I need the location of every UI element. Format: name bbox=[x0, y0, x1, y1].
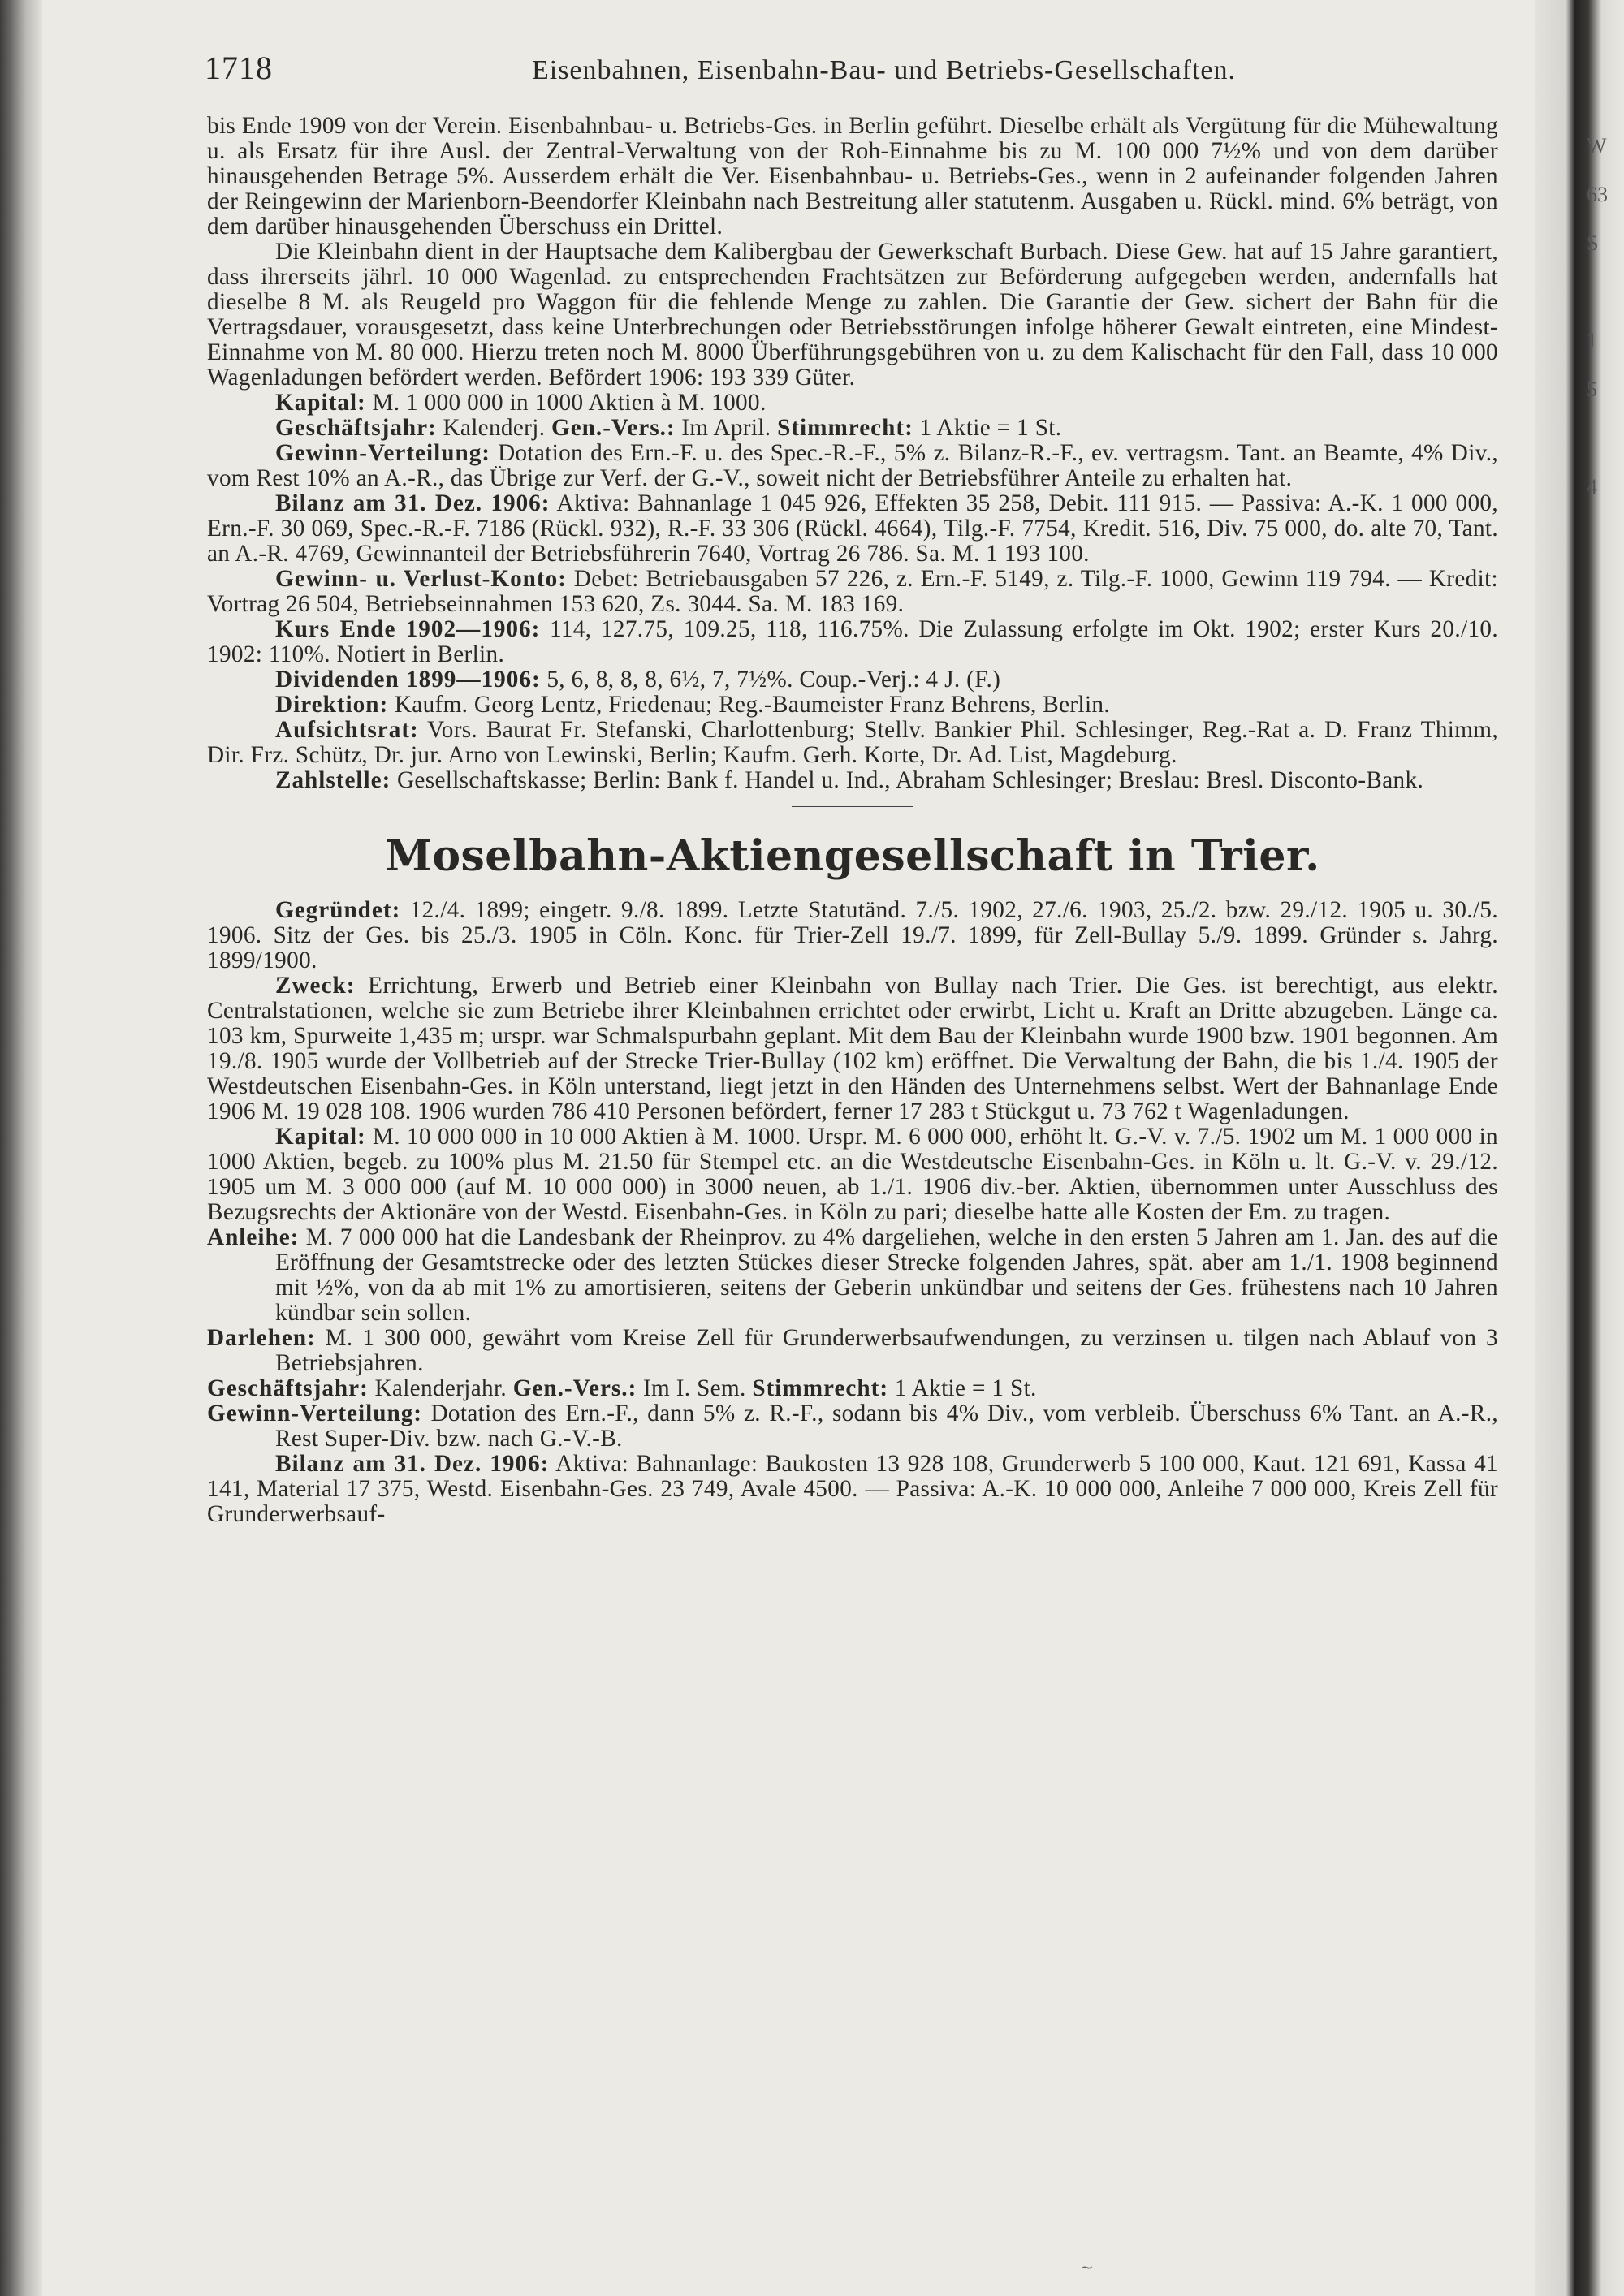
kapital-text: M. 1 000 000 in 1000 Aktien à M. 1000. bbox=[372, 390, 767, 416]
kapital-entry bbox=[207, 391, 1498, 416]
page-header bbox=[207, 49, 1498, 114]
geschaeftsjahr-label: Geschäftsjahr: bbox=[275, 415, 437, 441]
gewinn-verteilung-text: Dotation des Ern.-F. u. des Spec.-R.-F., 5% z. Bilanz-R.-F., ev. vertragsm. Tant. an Beamte, 4% Div., vom Rest 10% an A.-R., das Übrige zur Verf. der G.-V., soweit nicht der Betriebsführer Anteile zu erhalten hat. bbox=[207, 440, 1498, 491]
direktion-entry bbox=[207, 693, 1498, 718]
aufsichtsrat-entry bbox=[207, 718, 1498, 768]
page-number: 1718 bbox=[205, 50, 273, 86]
bleed-column-text: W 63 S 1 5 4 bbox=[1587, 134, 1608, 498]
geschaeftsjahr2-entry bbox=[207, 1376, 1498, 1401]
bilanz-label: Bilanz am 31. Dez. 1906: bbox=[275, 490, 551, 516]
anleihe-label: Anleihe: bbox=[207, 1224, 300, 1250]
gewinn-verteilung2-text: Dotation des Ern.-F., dann 5% z. R.-F., sodann bis 4% Div., vom verbleib. Überschuss 6% Tant. an A.-R., Rest Super-Div. bzw. nach G.-V.-B. bbox=[275, 1400, 1498, 1452]
stimmrecht-label: Stimmrecht: bbox=[777, 415, 914, 441]
anleihe-text: M. 7 000 000 hat die Landesbank der Rheinprov. zu 4% dargeliehen, welche in den ersten 5 Jahren am 1. Jan. des auf die Eröffnung der Gesamtstrecke oder des letzten Stückes dieser Strecke folgenden Jahres, spät. aber am 1./1. 1908 beginnend mit ½%, von da ab mit 1% zu amortisieren, seitens der Geberin unkündbar und seitens der Ges. frühestens nach 10 Jahren kündbar sein sollen. bbox=[275, 1224, 1498, 1326]
bilanz-entry bbox=[207, 491, 1498, 567]
dividenden-entry bbox=[207, 667, 1498, 693]
zahlstelle-entry bbox=[207, 768, 1498, 793]
darlehen-entry bbox=[207, 1326, 1498, 1376]
geschaeftsjahr2-text: Kalenderjahr. bbox=[374, 1375, 508, 1401]
bilanz2-text: Aktiva: Bahnanlage: Baukosten 13 928 108, Grunderwerb 5 100 000, Kaut. 121 691, Kassa 41 141, Material 17 375, Westd. Eisenbahn-Ges. 23 749, Avale 4500. — Passiva: A.-K. 10 000 000, Anleihe 7 000 000, Kreis Zell für Grunderwerbsauf- bbox=[207, 1451, 1498, 1527]
zweck-label: Zweck: bbox=[275, 973, 356, 999]
kurs-entry bbox=[207, 617, 1498, 667]
aufsichtsrat-text: Vors. Baurat Fr. Stefanski, Charlottenburg; Stellv. Bankier Phil. Schlesinger, Reg.-Rat a. D. Franz Thimm, Dir. Frz. Schütz, Dr. jur. Arno von Lewinski, Berlin; Kaufm. Gerh. Korte, Dr. Ad. List, Magdeburg. bbox=[207, 717, 1498, 768]
direktion-text: Kaufm. Georg Lentz, Friedenau; Reg.-Baumeister Franz Behrens, Berlin. bbox=[394, 692, 1110, 718]
kurs-label: Kurs Ende 1902—1906: bbox=[275, 616, 541, 642]
kapital2-label: Kapital: bbox=[275, 1124, 366, 1150]
section-moselbahn bbox=[207, 898, 1498, 1527]
gewinn-verteilung2-label: Gewinn-Verteilung: bbox=[207, 1400, 423, 1426]
kleinbahn-paragraph: Die Kleinbahn dient in der Hauptsache dem Kalibergbau der Gewerkschaft Burbach. Diese Gew. hat auf 15 Jahre garantiert, dass ihrerseits jährl. 10 000 Wagenlad. zu entsprechenden Frachtsätzen zur Beförderung aufgegeben werden, andernfalls hat dieselbe 8 M. als Reugeld pro Waggon für die fehlende Menge zu zahlen. Die Garantie der Gew. sichert der Bahn für die Vertragsdauer, vorausgesetzt, dass keine Unterbrechungen oder Betriebsstörungen infolge höherer Gewalt eintreten, eine Mindest-Einnahme von M. 80 000. Hierzu treten noch M. 8000 Überführungsgebühren von u. zu dem Kalischacht für den Fall, dass 10 000 Wagenladungen befördert werden. Befördert 1906: 193 339 Güter. bbox=[207, 239, 1498, 391]
stimmrecht2-text: 1 Aktie = 1 St. bbox=[894, 1375, 1037, 1401]
zweck-entry bbox=[207, 973, 1498, 1124]
gegruendet-label: Gegründet: bbox=[275, 897, 401, 923]
gewinn-verteilung-label: Gewinn-Verteilung: bbox=[275, 440, 491, 466]
section-divider bbox=[792, 806, 914, 807]
section-title: Moselbahn-Aktiengesellschaft in Trier. bbox=[385, 831, 1320, 881]
guv-text: Debet: Betriebausgaben 57 226, z. Ern.-F. 5149, z. Tilg.-F. 1000, Gewinn 119 794. — Kredit: Vortrag 26 504, Betriebseinnahmen 153 620, Zs. 3044. Sa. M. 183 169. bbox=[207, 566, 1499, 617]
running-title: Eisenbahnen, Eisenbahn-Bau- und Betriebs-Gesellschaften. bbox=[531, 55, 1237, 85]
kurs-text: 114, 127.75, 109.25, 118, 116.75%. Die Zulassung erfolgte im Okt. 1902; erster Kurs 20./10. 1902: 110%. Notiert in Berlin. bbox=[207, 616, 1499, 667]
gegruendet-text: 12./4. 1899; eingetr. 9./8. 1899. Letzte Statutänd. 7./5. 1902, 27./6. 1903, 25./2. bzw. 29./12. 1905 u. 30./5. 1906. Sitz der Ges. bis 25./3. 1905 in Cöln. Konc. für Trier-Zell 19./7. 1899, für Zell-Bullay 5./9. 1899. Gründer s. Jahrg. 1899/1900. bbox=[207, 897, 1498, 973]
gewinn-verteilung-entry bbox=[207, 441, 1498, 491]
gen-vers2-label: Gen.-Vers.: bbox=[512, 1375, 637, 1401]
geschaeftsjahr-text: Kalenderj. bbox=[443, 415, 546, 441]
gen-vers2-text: Im I. Sem. bbox=[642, 1375, 746, 1401]
guv-entry bbox=[207, 567, 1498, 617]
darlehen-text: M. 1 300 000, gewährt vom Kreise Zell für Grunderwerbsaufwendungen, zu verzinsen u. tilgen nach Ablauf von 3 Betriebsjahren. bbox=[275, 1325, 1498, 1376]
section-marienborn bbox=[207, 114, 1498, 793]
stimmrecht-text: 1 Aktie = 1 St. bbox=[919, 415, 1062, 441]
footer-mark: ~ bbox=[1080, 2257, 1094, 2277]
geschaeftsjahr-entry bbox=[207, 416, 1498, 441]
zahlstelle-text: Gesellschaftskasse; Berlin: Bank f. Handel u. Ind., Abraham Schlesinger; Breslau: Bresl. Disconto-Bank. bbox=[397, 767, 1424, 793]
scan-left-margin bbox=[0, 0, 42, 2296]
gegruendet-entry bbox=[207, 898, 1498, 973]
zahlstelle-label: Zahlstelle: bbox=[275, 767, 391, 793]
bilanz2-label: Bilanz am 31. Dez. 1906: bbox=[275, 1451, 550, 1477]
anleihe-entry bbox=[207, 1225, 1498, 1326]
dividenden-text: 5, 6, 8, 8, 8, 6½, 7, 7½%. Coup.-Verj.: 4 J. (F.) bbox=[546, 667, 1001, 693]
kapital-label: Kapital: bbox=[275, 390, 366, 416]
aufsichtsrat-label: Aufsichtsrat: bbox=[275, 717, 419, 743]
direktion-label: Direktion: bbox=[275, 692, 389, 718]
gen-vers-label: Gen.-Vers.: bbox=[551, 415, 676, 441]
dividenden-label: Dividenden 1899—1906: bbox=[275, 667, 541, 693]
bilanz-text: Aktiva: Bahnanlage 1 045 926, Effekten 35 258, Debit. 111 915. — Passiva: A.-K. 1 000 000, Ern.-F. 30 069, Spec.-R.-F. 7186 (Rückl. 932), R.-F. 33 306 (Rückl. 4664), Tilg.-F. 7754, Kredit. 516, Div. 75 000, do. alte 70, Tant. an A.-R. 4769, Gewinnanteil der Betriebsführerin 7640, Vortrag 26 786. Sa. M. 1 193 100. bbox=[207, 490, 1498, 567]
geschaeftsjahr2-label: Geschäftsjahr: bbox=[207, 1375, 369, 1401]
kapital2-entry bbox=[207, 1124, 1498, 1225]
stimmrecht2-label: Stimmrecht: bbox=[752, 1375, 889, 1401]
darlehen-label: Darlehen: bbox=[207, 1325, 316, 1351]
bilanz2-entry bbox=[207, 1452, 1498, 1527]
kapital2-text: M. 10 000 000 in 10 000 Aktien à M. 1000. Urspr. M. 6 000 000, erhöht lt. G.-V. v. 7./5. 1902 um M. 1 000 000 in 1000 Aktien, begeb. zu 100% plus M. 21.50 für Stempel etc. an die Westdeutsche Eisenbahn-Ges. in Köln u. lt. G.-V. v. 29./12. 1905 um M. 3 000 000 (auf M. 10 000 000) in 3000 neuen, ab 1./1. 1906 div.-ber. Aktien, übernommen unter Ausschluss des Bezugsrechts der Aktionäre von der Westd. Eisenbahn-Ges. in Köln zu pari; dieselbe hatte alle Kosten der Em. zu tragen. bbox=[207, 1124, 1498, 1225]
gewinn-verteilung2-entry bbox=[207, 1401, 1498, 1452]
guv-label: Gewinn- u. Verlust-Konto: bbox=[275, 566, 567, 592]
page bbox=[207, 49, 1498, 1527]
intro-paragraph: bis Ende 1909 von der Verein. Eisenbahnbau- u. Betriebs-Ges. in Berlin geführt. Dieselbe erhält als Vergütung für die Mühewaltung u. als Ersatz für ihre Ausl. der Zentral-Verwaltung von der Roh-Einnahme bis zu M. 100 000 7½% und von dem darüber hinausgehenden Betrage 5%. Ausserdem erhält die Ver. Eisenbahnbau- u. Betriebs-Ges., wenn in 2 aufeinander folgenden Jahren der Reingewinn der Marienborn-Beendorfer Kleinbahn nach Bestreitung aller statutenm. Ausgaben u. Rückl. mind. 6% beträgt, von dem darüber hinausgehenden Überschuss ein Drittel. bbox=[207, 113, 1498, 240]
zweck-text: Errichtung, Erwerb und Betrieb einer Kleinbahn von Bullay nach Trier. Die Ges. ist berechtigt, aus elektr. Centralstationen, welche sie zum Betriebe ihrer Kleinbahnen errichtet oder erwirbt, Licht u. Kraft an Dritte abzugeben. Länge ca. 103 km, Spurweite 1,435 m; urspr. war Schmalspurbahn geplant. Mit dem Bau der Kleinbahn wurde 1900 bzw. 1901 begonnen. Am 19./8. 1905 wurde der Vollbetrieb auf der Strecke Trier-Bullay (102 km) eröffnet. Die Verwaltung der Bahn, die bis 1./4. 1905 der Westdeutschen Eisenbahn-Ges. in Köln unterstand, liegt jetzt in den Händen des Unternehmens selbst. Wert der Bahnanlage Ende 1906 M. 19 028 108. 1906 wurden 786 410 Personen befördert, ferner 17 283 t Stückgut u. 73 762 t Wagenladungen. bbox=[207, 973, 1498, 1124]
gen-vers-text: Im April. bbox=[681, 415, 771, 441]
